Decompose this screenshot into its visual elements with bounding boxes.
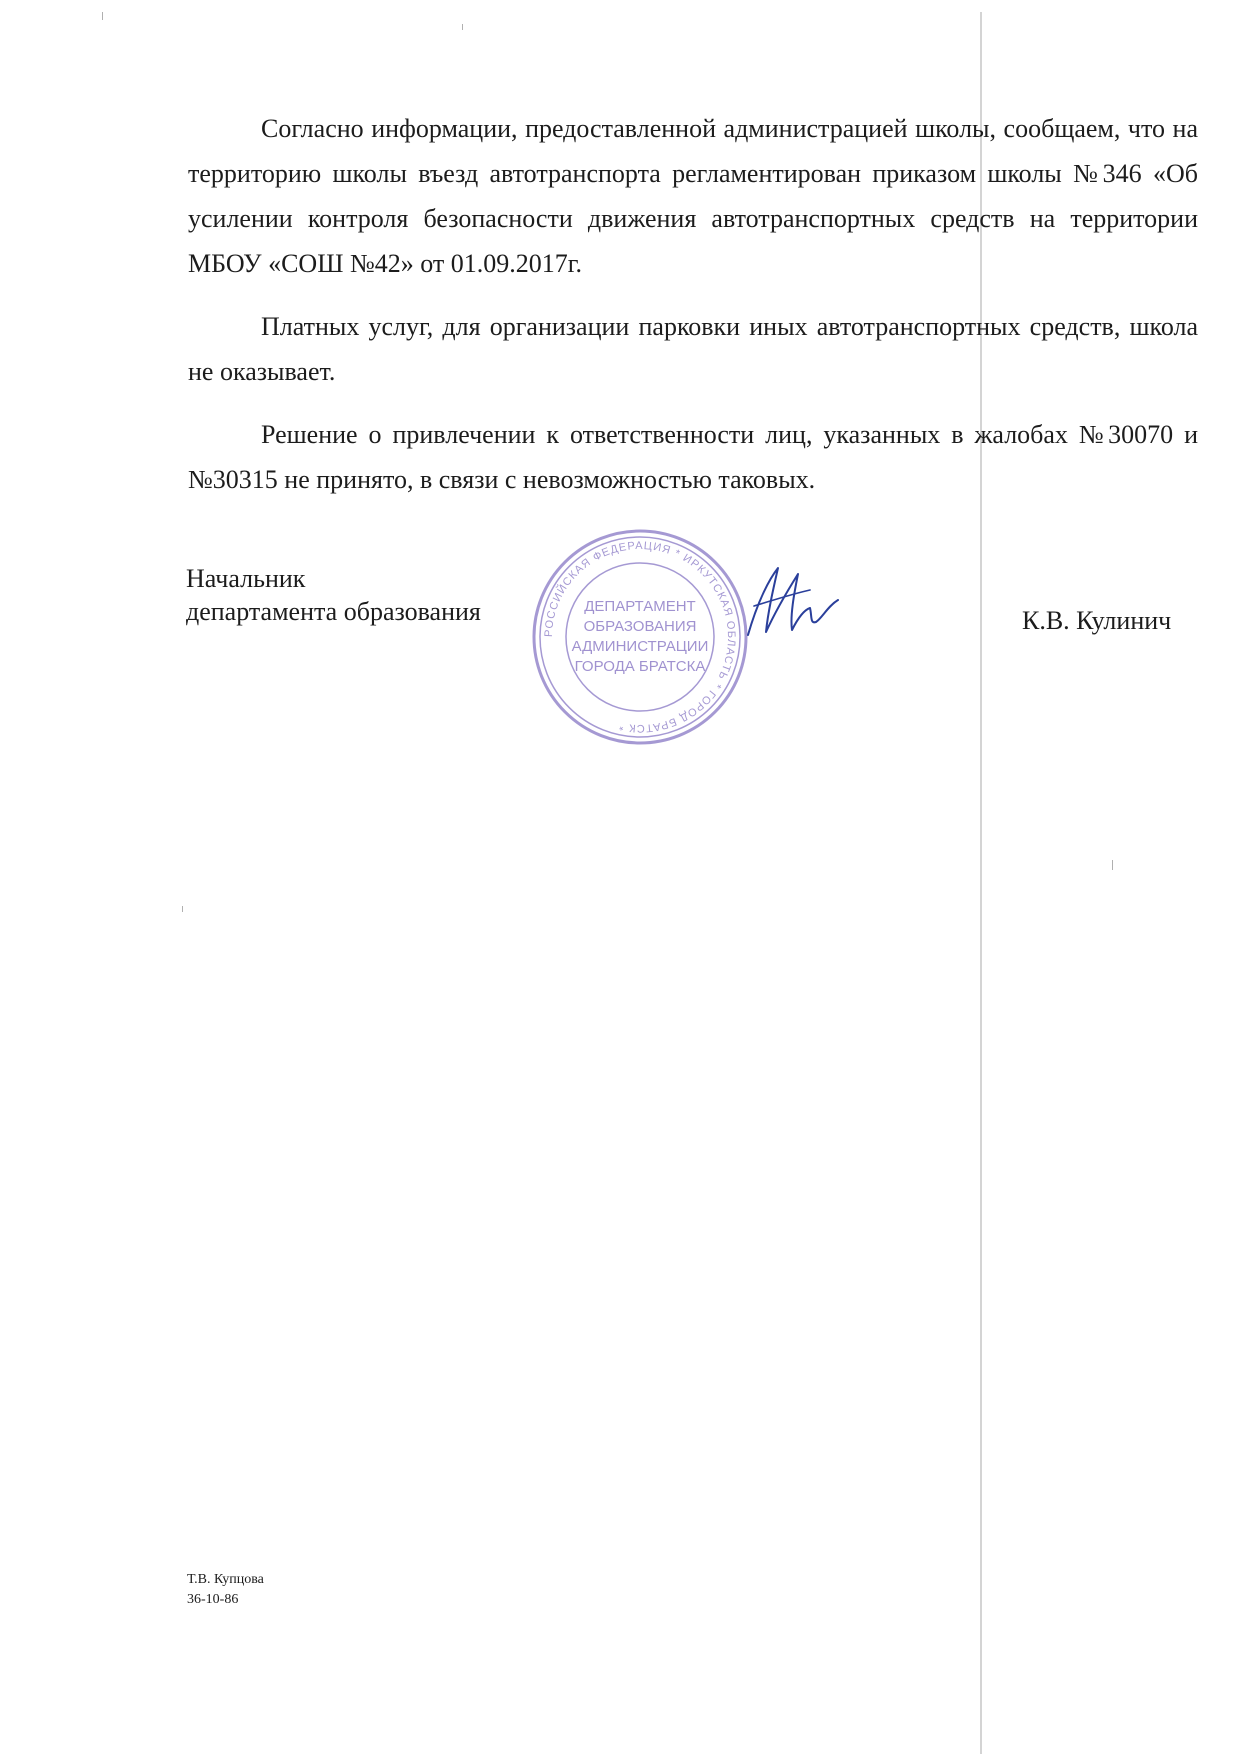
scan-speck bbox=[1112, 860, 1113, 870]
official-stamp bbox=[530, 527, 750, 747]
stamp-center-line: ДЕПАРТАМЕНТ bbox=[584, 598, 696, 615]
signatory-title bbox=[186, 562, 481, 628]
signatory-title-line2: департамента образования bbox=[186, 597, 481, 626]
svg-text:РОССИЙСКАЯ ФЕДЕРАЦИЯ * ИРКУТСК bbox=[543, 540, 737, 734]
stamp-center-line: АДМИНИСТРАЦИИ bbox=[571, 638, 709, 655]
handwritten-signature bbox=[740, 560, 840, 650]
scan-speck bbox=[102, 12, 103, 20]
executor-info bbox=[187, 1570, 264, 1610]
signatory-name: К.В. Кулинич bbox=[1022, 606, 1172, 635]
scan-speck bbox=[182, 906, 183, 912]
stamp-center-line: ГОРОДА БРАТСКА bbox=[574, 658, 706, 675]
stamp-outer-text: РОССИЙСКАЯ ФЕДЕРАЦИЯ * ИРКУТСКАЯ ОБЛАСТЬ * ГОРОД БРАТСК * bbox=[542, 539, 738, 735]
paragraph-parking-order: Согласно информации, предоставленной администрацией школы, сообщаем, что на территорию школы въезд автотранспорта регламентирован приказом школы №346 «Об усилении контроля безопасности движения автотранспортных средств на территории МБОУ «СОШ №42» от 01.09.2017г. bbox=[188, 114, 1198, 278]
executor-name: Т.В. Купцова bbox=[187, 1572, 264, 1587]
executor-phone: 36-10-86 bbox=[187, 1592, 239, 1607]
paragraph-complaints-decision: Решение о привлечении к ответственности лиц, указанных в жалобах №30070 и №30315 не принято, в связи с невозможностью таковых. bbox=[188, 420, 1198, 494]
scan-speck bbox=[462, 24, 463, 30]
letter-body bbox=[188, 106, 1198, 520]
signatory-title-line1: Начальник bbox=[186, 564, 306, 593]
paragraph-paid-services: Платных услуг, для организации парковки иных автотранспортных средств, школа не оказывает. bbox=[188, 312, 1198, 386]
stamp-center-line: ОБРАЗОВАНИЯ bbox=[583, 618, 697, 635]
